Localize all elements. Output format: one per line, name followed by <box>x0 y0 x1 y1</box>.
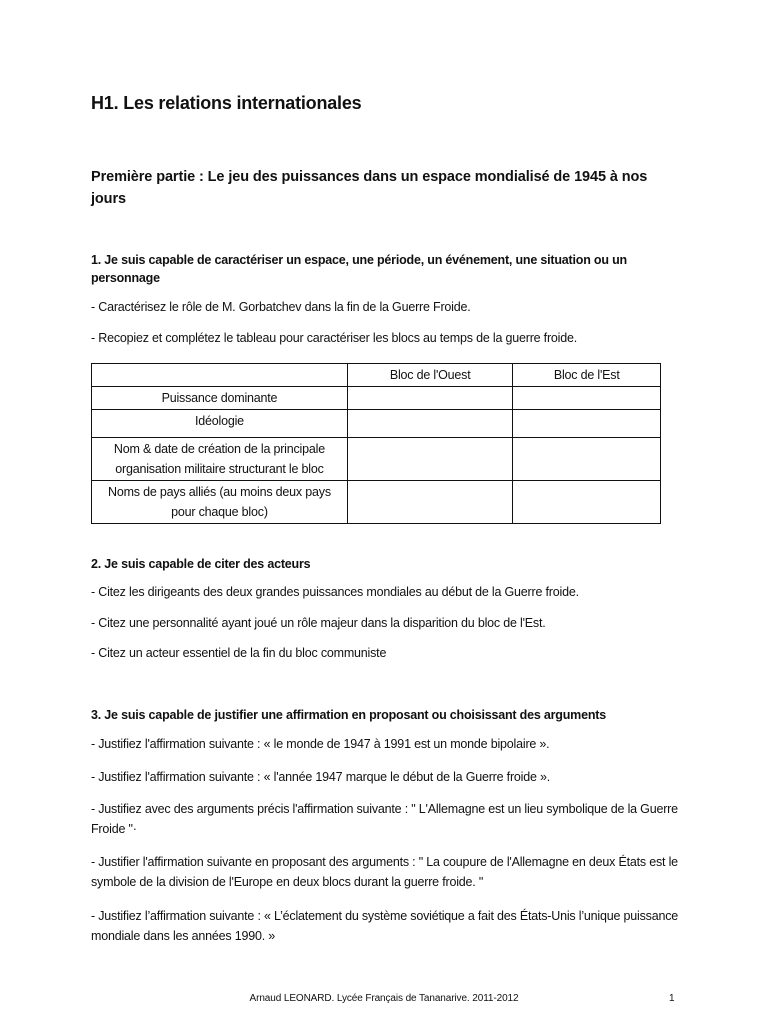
section-3-item-5: - Justifiez l’affirmation suivante : « L’éclatement du système soviétique a fait des États-Unis l’unique puissance mondiale dans les années 1990. » <box>91 909 679 943</box>
table-row <box>92 481 661 524</box>
table-cell-west <box>347 481 513 524</box>
blocs-table <box>91 363 661 524</box>
section-1-item-2: - Recopiez et complétez le tableau pour caractériser les blocs au temps de la guerre froide. <box>91 331 578 345</box>
table-row-label: Idéologie <box>92 410 348 438</box>
table-header-row <box>92 364 661 387</box>
section-1-heading: 1. Je suis capable de caractériser un espace, une période, un événement, une situation ou un personnage <box>91 253 627 285</box>
table-cell-west <box>347 438 513 481</box>
footer-text: Arnaud LEONARD. Lycée Français de Tananarive. 2011-2012 <box>249 993 519 1004</box>
table-cell-west <box>347 410 513 438</box>
part-title: Première partie : Le jeu des puissances dans un espace mondialisé de 1945 à nos jours <box>91 169 648 207</box>
table-row <box>92 438 661 481</box>
document-title: H1. Les relations internationales <box>91 93 362 113</box>
table-cell-east <box>513 438 661 481</box>
table-cell-east <box>513 481 661 524</box>
section-2-heading: 2. Je suis capable de citer des acteurs <box>91 557 311 571</box>
table-row-label: Puissance dominante <box>92 387 348 410</box>
table-header-west: Bloc de l'Ouest <box>347 364 513 387</box>
table-cell-west <box>347 387 513 410</box>
table-header-east: Bloc de l'Est <box>513 364 661 387</box>
section-3-item-2: - Justifiez l'affirmation suivante : « l'année 1947 marque le début de la Guerre froide ». <box>91 770 551 784</box>
page-number: 1 <box>669 993 675 1004</box>
table-header-empty <box>92 364 348 387</box>
section-3-item-3: - Justifiez avec des arguments précis l'affirmation suivante : " L'Allemagne est un lieu symbolique de la Guerre Froide "· <box>91 802 678 836</box>
table-row-label: Nom & date de création de la principale organisation militaire structurant le bloc <box>92 438 348 481</box>
table-row <box>92 410 661 438</box>
section-3-item-1: - Justifiez l'affirmation suivante : « le monde de 1947 à 1991 est un monde bipolaire ». <box>91 737 550 751</box>
table-cell-east <box>513 410 661 438</box>
table-row-label: Noms de pays alliés (au moins deux pays pour chaque bloc) <box>92 481 348 524</box>
table-row <box>92 387 661 410</box>
section-2-item-1: - Citez les dirigeants des deux grandes puissances mondiales au début de la Guerre froide. <box>91 585 579 599</box>
section-2-item-2: - Citez une personnalité ayant joué un rôle majeur dans la disparition du bloc de l'Est. <box>91 616 546 630</box>
table-cell-east <box>513 387 661 410</box>
section-2-item-3: - Citez un acteur essentiel de la fin du bloc communiste <box>91 646 387 660</box>
section-3-item-4: - Justifier l'affirmation suivante en proposant des arguments : " La coupure de l'Allemagne en deux États est le symbole de la division de l'Europe en deux blocs durant la guerre froide. " <box>91 855 678 889</box>
section-1-item-1: - Caractérisez le rôle de M. Gorbatchev dans la fin de la Guerre Froide. <box>91 300 471 314</box>
section-3-heading: 3. Je suis capable de justifier une affirmation en proposant ou choisissant des arguments <box>91 708 606 722</box>
